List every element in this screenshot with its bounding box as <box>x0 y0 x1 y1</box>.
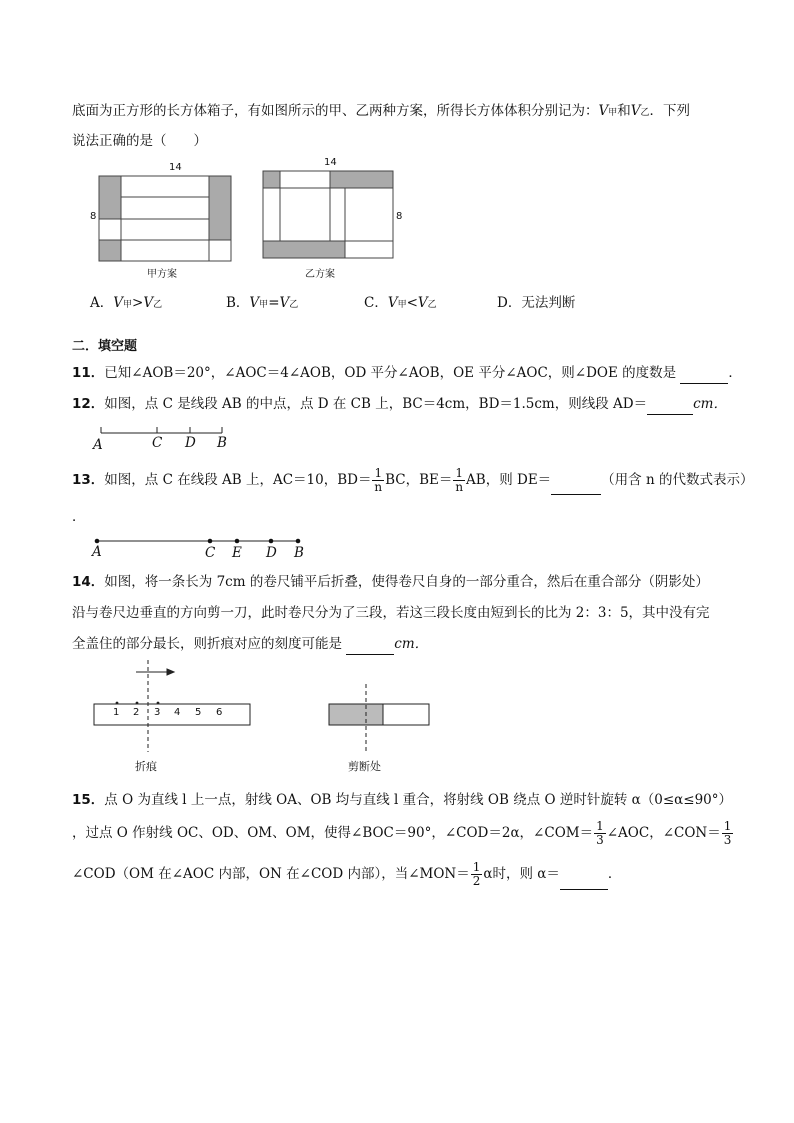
q13-frac-2 <box>453 467 465 494</box>
option-d-letter: D． <box>497 295 522 311</box>
q15-text-1: 点 O 为直线 l 上一点，射线 OA、OB 均与直线 l 重合，将射线 OB 绕点 O 逆时针旋转 α（0≤α≤90°） <box>104 792 733 808</box>
fig-yi <box>263 171 393 258</box>
q10-text-end: ．下列 <box>649 103 691 119</box>
q13-text-2: BC，BE＝ <box>385 472 453 488</box>
he-text: 和 <box>617 103 631 119</box>
q13-figure <box>95 539 301 544</box>
sub-yi: 乙 <box>289 300 299 310</box>
q15-text-2b: ∠AOC，∠CON＝ <box>606 825 721 841</box>
frac-denominator: 2 <box>472 874 481 888</box>
point-e <box>235 539 240 544</box>
option-c-letter: C． <box>364 295 388 311</box>
tick-2: 2 <box>133 707 140 718</box>
q14-tape-left <box>94 660 250 752</box>
v-symbol: V <box>417 295 428 311</box>
q13-label-c: C <box>205 545 216 561</box>
tick-5: 5 <box>195 707 202 718</box>
sub-yi: 乙 <box>427 300 437 310</box>
q13-label-b: B <box>294 545 304 561</box>
frac-numerator: 1 <box>455 466 464 480</box>
q12-figure <box>101 427 222 433</box>
q15-text-2a: ，过点 O 作射线 OC、OD、OM、OM，使得∠BOC＝90°，∠COD＝2α，∠COM＝ <box>72 825 594 841</box>
q14-line2: 沿与卷尺边垂直的方向剪一刀，此时卷尺分为了三段，若这三段长度由短到长的比为 2：3：5，其中没有完 <box>72 605 710 621</box>
q10-line2: 说法正确的是（ ） <box>72 133 207 149</box>
q13 <box>72 466 753 495</box>
q12-unit: cm． <box>693 396 727 412</box>
q13-dot: ． <box>72 509 86 525</box>
fold-caption: 折痕 <box>135 760 157 773</box>
tick-3: 3 <box>154 707 161 718</box>
option-a <box>90 291 162 311</box>
v-symbol: V <box>598 103 609 119</box>
frac-denominator: n <box>374 480 383 494</box>
q13-text-4: （用含 n 的代数式表示） <box>601 472 754 488</box>
yi-height-label: 8 <box>396 211 403 222</box>
q14-answer-blank[interactable] <box>346 634 394 655</box>
q12-label-d: D <box>185 435 196 451</box>
q15-text-3b: α时，则 α＝ <box>483 866 560 882</box>
jia-width-label: 14 <box>169 162 182 173</box>
v-symbol: V <box>630 103 641 119</box>
q11 <box>72 363 742 384</box>
q15-line2 <box>72 818 734 848</box>
option-a-op: > <box>132 295 144 311</box>
q15-number: 15． <box>72 792 105 808</box>
q12-label-c: C <box>152 435 163 451</box>
option-c-op: < <box>406 295 418 311</box>
q12-text: 如图，点 C 是线段 AB 的中点，点 D 在 CB 上，BC＝4cm，BD＝1.5cm，则线段 AD＝ <box>104 396 648 412</box>
q11-number: 11． <box>72 365 105 381</box>
q13-number: 13． <box>72 472 105 488</box>
jia-caption: 甲方案 <box>147 269 177 280</box>
q13-label-a: A <box>92 544 102 560</box>
option-d-text: 无法判断 <box>521 295 576 311</box>
point-d <box>269 539 274 544</box>
q14-line3 <box>72 634 428 655</box>
option-b <box>226 291 298 311</box>
q13-frac-1 <box>372 467 384 494</box>
point-b <box>296 539 301 544</box>
v-symbol: V <box>279 295 290 311</box>
q12-label-a: A <box>93 437 103 453</box>
sub-jia: 甲 <box>123 300 133 310</box>
q14-line1 <box>72 572 709 592</box>
frac-numerator: 1 <box>472 860 481 874</box>
point-a <box>95 539 100 544</box>
v-symbol: V <box>387 295 398 311</box>
q15-text-3a: ∠COD（OM 在∠AOC 内部，ON 在∠COD 内部），当∠MON＝ <box>72 866 470 882</box>
tick-1: 1 <box>113 707 120 718</box>
q10-text-a: 底面为正方形的长方体箱子，有如图所示的甲、乙两种方案，所得长方体体积分别记为： <box>72 103 599 119</box>
v-symbol: V <box>143 295 154 311</box>
q11-answer-blank[interactable] <box>680 363 728 384</box>
q15-line1 <box>72 790 732 810</box>
q13-answer-blank[interactable] <box>551 466 601 495</box>
option-a-letter: A． <box>90 295 114 311</box>
cut-caption: 剪断处 <box>348 760 381 773</box>
sub-jia: 甲 <box>397 300 407 310</box>
yi-caption: 乙方案 <box>305 269 335 280</box>
option-c <box>364 291 437 311</box>
option-b-letter: B． <box>226 295 250 311</box>
q15-frac-2 <box>722 820 734 847</box>
q13-text-3: AB，则 DE＝ <box>466 472 552 488</box>
q13-label-e: E <box>232 545 242 561</box>
q15-end: ． <box>607 866 622 882</box>
q15-answer-blank[interactable] <box>560 859 608 890</box>
q14-unit: cm． <box>394 636 429 652</box>
option-d <box>497 291 575 311</box>
q13-text-1: 如图，点 C 在线段 AB 上，AC＝10，BD＝ <box>104 472 372 488</box>
section-title: 二．填空题 <box>72 339 138 354</box>
q15-line3 <box>72 859 621 890</box>
frac-numerator: 1 <box>374 466 383 480</box>
point-c <box>208 539 213 544</box>
frac-numerator: 1 <box>723 819 732 833</box>
frac-denominator: 3 <box>723 833 732 847</box>
q15-frac-1 <box>594 820 606 847</box>
frac-denominator: 3 <box>596 833 604 847</box>
q11-text: 已知∠AOB＝20°，∠AOC＝4∠AOB，OD 平分∠AOB，OE 平分∠AOC，则∠DOE 的度数是 <box>104 365 677 381</box>
sub-yi: 乙 <box>153 300 163 310</box>
q14-text-1: 如图，将一条长为 7cm 的卷尺铺平后折叠，使得卷尺自身的一部分重合，然后在重合部分（阴影处） <box>104 574 709 590</box>
q13-label-d: D <box>266 545 277 561</box>
frac-denominator: n <box>455 480 464 494</box>
yi-width-label: 14 <box>324 157 337 168</box>
q12-number: 12． <box>72 396 105 412</box>
sub-yi: 乙 <box>640 108 650 118</box>
q12-label-b: B <box>217 435 227 451</box>
q14-tape-right <box>329 684 429 752</box>
tick-6: 6 <box>216 707 223 718</box>
fig-jia <box>99 176 231 261</box>
q14-number: 14． <box>72 574 105 590</box>
jia-height-label: 8 <box>90 211 97 222</box>
q14-text-3: 全盖住的部分最长，则折痕对应的刻度可能是 <box>72 636 342 652</box>
sub-jia: 甲 <box>608 108 618 118</box>
sub-jia: 甲 <box>259 300 269 310</box>
q12-answer-blank[interactable] <box>647 394 693 415</box>
q15-frac-half <box>471 861 483 888</box>
option-b-op: = <box>268 295 280 311</box>
q11-end: ． <box>728 365 742 381</box>
v-symbol: V <box>249 295 260 311</box>
frac-numerator: 1 <box>596 819 604 833</box>
tick-4: 4 <box>174 707 181 718</box>
v-symbol: V <box>113 295 123 311</box>
q12 <box>72 394 727 415</box>
